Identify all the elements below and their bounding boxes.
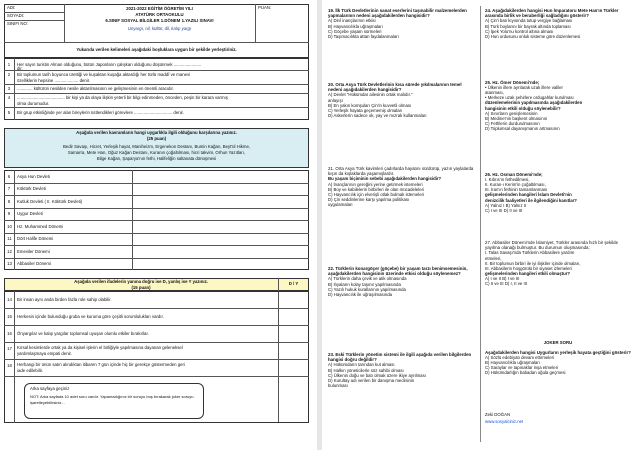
q1-text: Her sayın turistin Alman olduğunu, bütün Japonların çalışkan olduğunu düşünmek ....................... <box>17 62 202 67</box>
q3-text: ............. kültürün nesilden nesile aktarılmasının ve gelişmesinin en önemli aracıdır. <box>17 86 174 91</box>
q5-text: Bir grup etkinliğinde yer alan bireylerin üstlendikleri görevlere ................................ denir. <box>17 110 184 115</box>
row13-number: 13 <box>7 261 12 266</box>
right-page <box>322 0 640 450</box>
row14-number: 14 <box>7 297 12 302</box>
row8-number: 8 <box>7 199 11 204</box>
row8-label: Kutluk Devleti ( II. Köktürk Devleti) <box>17 199 83 204</box>
row11-number: 11 <box>7 236 12 241</box>
row7-number: 7 <box>7 186 11 191</box>
row6-label: Asya Hun Devleti <box>17 174 50 179</box>
joker-question: Aşağıdakilerden hangisi Uygurların yerleşik hayata geçtiğini gösterir? A) Sözlü edebiyatı devam ettirmeleri B) Hayvancılıkla uğraşmaları C) Saraylar ve tapınaklar inşa etmeleri D) Hükümdarlığın babadan oğula geçmesi <box>485 350 631 376</box>
terms-line-3: Bilge Kağan, Şaparya'nın fethi, Halifeliğin saltanata dönüşmesi <box>96 156 217 161</box>
q4-text: ........................................ bir kişi ya da olaya ilişkin yeterli bir bilgi edinmeden, önceden, peşin bir karara varmış <box>17 95 228 100</box>
q1-text-2: dir. <box>17 66 23 71</box>
row9-number: 9 <box>7 211 11 216</box>
row17-text-2: yardımlaşmaya empati denir. <box>17 351 72 356</box>
row14-text: Bir insan aynı anda birden fazla role sahip olabilir. <box>17 297 112 302</box>
terms-line-1: Bedir Savaşı, Hicret, Yerleşik hayat, Maniheizm, Ergenekon Destanı, Bumin Kağan, Beyt'ül Hikme, <box>62 144 251 149</box>
question-21: 21. Orta Asya Türk kavimleri çadırlarda hayatını sürdürüp, yazın yaylalarda kışın da kışlaklarda yaşamışlardır. Bu yaşam biçiminin sebebi aşağıdakilerden hangisidir? A) İnançlarının gereğini yerine getirmek istemeleri B) Boy ve kabilelerin birbirleri ile olan mücadeleleri C) Hayvancılık için elverişli otlak bulmak istemeleri D) Çin seddinlerine karşı yapılma politikası uygulamaları <box>328 166 474 207</box>
question-22: 22. Türklerin konargöçer (göçebe) bir yaşam tarzı benimsemesinin, aşağıdakilerden hangisinin üzerinde etkisi olduğu söylenemez? A) Türklerin daha çevik ve atik olmasında B) Ilıyaların kolay taşınır yapılmasında C) Yazılı hukuk kurallarının yapılmasında D) Hayvancılık ile uğraşılmasında <box>328 266 468 297</box>
row12-label: Emeviler Dönemi <box>17 249 50 254</box>
teacher-name: Zeki DOĞAN <box>485 412 511 417</box>
name-label: ADI: <box>7 5 16 10</box>
q5-number: 5 <box>7 110 11 115</box>
exam-title: 6.SINIF SOSYAL BİLGİLER 1.DÖNEM 1.YAZILI SINAVI <box>105 18 214 23</box>
row9-label: Uygur Devleti <box>17 211 43 216</box>
row7-label: Köktürk Devleti <box>17 186 46 191</box>
class-label: SINIFI NO: <box>7 21 29 26</box>
row10-label: Hz. Muhammed Dönemi <box>17 224 64 229</box>
q1-number: 1 <box>7 62 11 67</box>
q2-text-2: özelliklerin hepsine .................... denir. <box>17 78 91 83</box>
points-label: PUAN: <box>258 5 272 10</box>
joker-title: JOKER SORU <box>543 340 573 345</box>
year-title: 2021-2022 EĞİTİM ÖĞRETİM YILI <box>126 6 193 11</box>
row15-number: 15 <box>7 314 12 319</box>
row15-text: Herkesin içinde bulunduğu gruba ve kuruma göre çeşitli sorumlulukları vardır. <box>17 314 164 319</box>
question-25: 25. Hz. Ömer Dönemi'nde; • Ülkenin illere ayrılarak uzak illere valiler atanması, • Merkeze uzak şehirlere ordugahlar kurulması düzenlemelerinin yapılmasında aşağıdakilerden hangisinin etkili olduğu söylenebilir? A) Sınırların genişlemesinin B) Medine'nin başkent olmasının C) Fethlerin durdurulmasının D) Toplumsal dayanışmanın artmasının <box>485 80 583 131</box>
question-26: 26. Hz. Osman Dönemi'nde; I. Kıbrıs'ın fethedilmesi, II. Kuran-ı Kerim'in çoğaltılması, III. İran'ın fethinin tamamlanması gelişmelerinden hangileri İslam Devleti'nin denizcilik faaliyetleri ile ilgilendiğini kanıtlar? A) Yalnız I B) Yalnız II C) I ve III D) II ve III <box>485 172 577 213</box>
question-20: 20. Orta Asya Türk Devletlerinin kısa sürede yıkılmalarının temel nedeni aşağıdakilerden hangisidir? A) Devlet "Hükümdar ailesinin ortak malıdır." anlayışı B) En yakın komşuları Çin'in kuvvetli olması C) Yerleşik hayata geçememiş olmaları D) Askerlerin sadece ok, yay ve mızrak kullanmaları <box>328 82 462 118</box>
row11-label: Dört Halife Dönemi <box>17 236 54 241</box>
row6-number: 6 <box>7 174 11 179</box>
row18-text: Herhangi bir ünün satın alındıktan itibaren 7 gün içinde hiç bir gerekçe göstermeden geri <box>17 362 185 367</box>
q4-text-2: olma durumudur. <box>17 101 50 106</box>
question-23: 23. Eski Türklerin yönetim sistemi ile ilgili aşağıda verilen bilgilerden hangisi doğru değildir? A) Hükümdarın tarından kut alması B) Halkın yöneticilerle söz sahibi olması C) Ülkenin doğu ve batı olmak üzere ikiye ayrılması D) Kurultay adı verilen bir danışma meclisinin bulunması <box>328 352 472 388</box>
school-name: ATATÜRK ORTAOKULU <box>135 12 184 17</box>
terms-line-2: Samarra, Mete Han, Oğuz Kağan Destanı, Kuranın çoğaltılması, hicri takvim, Orhun Yazıtları, <box>67 150 246 155</box>
surname-label: SOYADI: <box>7 13 25 18</box>
question-27: 27. Abbasiler Dönemi'nde İslamiyet, Türkler arasında hızlı bir şekilde yayılma olanağı bulmuştur. Bu durumun oluşmasında; I. Talas Savaşı'nda Türklerin Abbasilere yardım etmeleri, II. Bir toplumun birbiri ile iyi ilişkiler içinde olmaları, III. Abbasilerin hoşgörülü bir siyaset izlemeleri gelişmelerinden hangileri etkili olmuştur? A) I ve II B) I ve III C) II ve III D) I, II ve III <box>485 240 619 286</box>
section2-points: (25 puan) <box>146 136 167 141</box>
website-link[interactable]: www.sosyalciniz.net <box>485 419 524 424</box>
question-24: 24. Aşağıdakilerden hangisi Hun İmparatoru Mete Han'ın Türkler arasında birlik ve beraberliği sağladığını gösterir? A) Çin'i batı kıyısında tutup vergiye bağlaması B) Türk boylarını bir bayrak altında toplaması C) İpek Yolu'nu kontrol altına alması D) Hun ordusunu onluk sisteme göre düzenlemesi <box>485 8 619 39</box>
row12-number: 12 <box>7 249 12 254</box>
row17-text: Kırsal kesimlerde ortak ya da kişisel işlerin el birliğiyle yapılmasına dayanan geleneksel <box>17 345 183 350</box>
left-page <box>0 0 317 450</box>
row18-text-2: iade edilebilir. <box>17 368 44 373</box>
section3-instruction: Aşağıda verilen ifadelerin yanına doğru ise D, yanlış ise Y yazınız. <box>74 279 208 284</box>
row16-text: Önyargılar ve kalıp yargılar toplumsal uyuşan olumlu etkiler bırakırlar. <box>17 331 149 336</box>
section3-points: (15 puan) <box>131 285 151 290</box>
section2-instruction: Aşağıda verilen kavramların hangi uygarlıkla ilgili olduğunu karşılarına yazınız. <box>76 130 237 135</box>
row10-number: 10 <box>7 224 12 229</box>
turn-page-text: Arka sayfaya geçiniz <box>30 386 70 391</box>
row18-number: 18 <box>7 363 12 368</box>
note-text-1: NOT: Arka sayfada 10 adet soru vardır. Yapamadığınız bir soruyu boş bırakarak joker soruyu <box>30 394 194 399</box>
question-19: 19. İlk Türk Devletlerinin sanat eserlerini taşınabilir malzemelerden yapmalarının nedeni aşağıdakilerden hangisidir? A) Dinî inançlarının etkisi B) Hayvancılıkla uğraşmaları C) Göçebe yaşam sürmeleri D) Taşımacılıkta attan faydalanmaları <box>328 8 467 39</box>
section1-instruction: Yukarıda verilen kelimeleri aşağıdaki boşluklara uygun bir şekilde yerleştiriniz. <box>76 47 237 52</box>
row13-label: Abbasiler Dönemi <box>17 261 51 266</box>
q3-number: 3 <box>7 86 11 91</box>
note-text-2: işaretleyebilirsiniz... <box>30 400 65 405</box>
dy-column: D / Y <box>288 281 299 286</box>
q4-number: 4 <box>7 95 11 100</box>
q2-number: 2 <box>7 72 11 77</box>
q2-text: Bir toplumun tarih boyunca ürettiği ve kuşaktan kuşağa aktardığı her türlü maddî ve manevi <box>17 72 191 77</box>
row17-number: 17 <box>7 346 12 351</box>
word-bank: Unyargı, nil, kültür, dil, kalıp yargı <box>127 26 192 31</box>
row16-number: 16 <box>7 331 12 336</box>
